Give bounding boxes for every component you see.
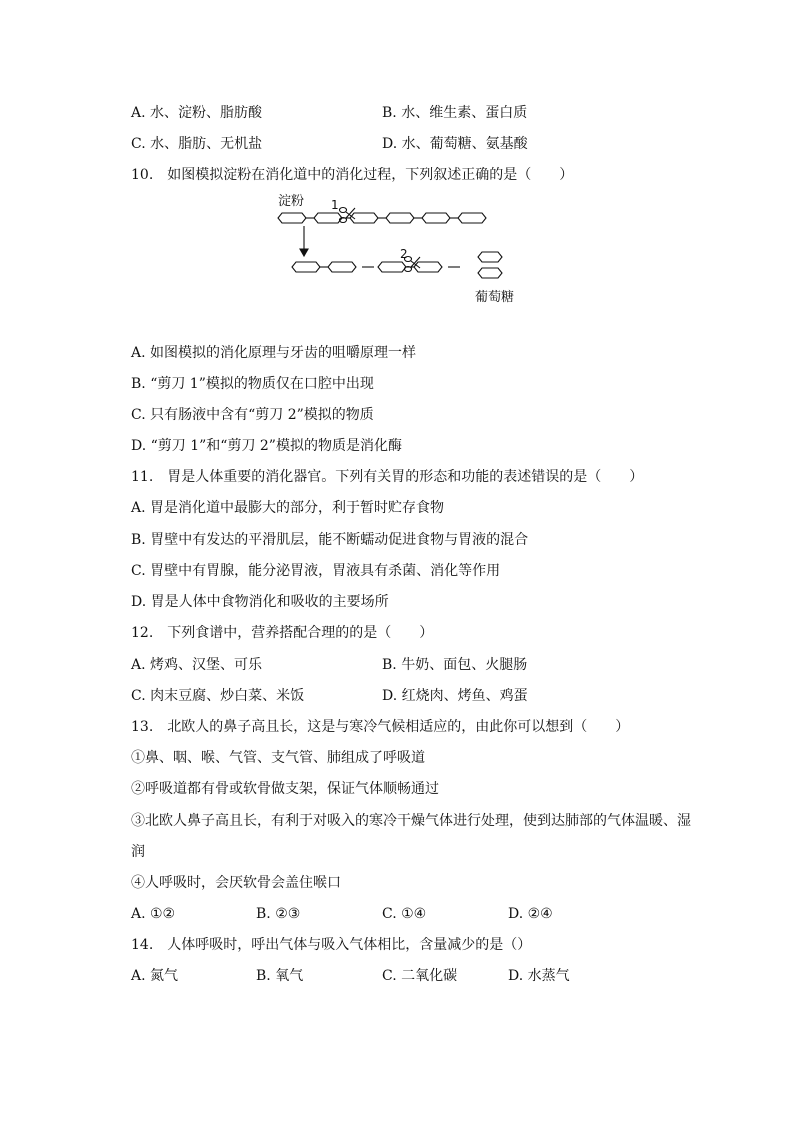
label-scissors-1: 1	[331, 198, 339, 212]
q14-stem: 14. 人体呼吸时，呼出气体与吸入气体相比，含量减少的是（）	[131, 937, 532, 953]
q11-option-b: B. 胃壁中有发达的平滑肌层，能不断蠕动促进食物与胃液的混合	[131, 532, 529, 548]
q11-option-d: D. 胃是人体中食物消化和吸收的主要场所	[131, 594, 389, 610]
q9-option-d: D. 水、葡萄糖、氨基酸	[382, 136, 528, 152]
q13-option-c: C. ①④	[382, 906, 427, 922]
q10-option-b: B. “剪刀 1”模拟的物质仅在口腔中出现	[131, 376, 374, 392]
q13-statement-1: ①鼻、咽、喉、气管、支气管、肺组成了呼吸道	[131, 750, 425, 766]
q14-option-b: B. 氧气	[256, 968, 304, 984]
q13-option-d: D. ②④	[508, 906, 553, 922]
q11-stem: 11. 胃是人体重要的消化器官。下列有关胃的形态和功能的表述错误的是（ ）	[131, 469, 644, 485]
q13-statement-3: ③北欧人鼻子高且长，有利于对吸入的寒冷干燥气体进行处理，使到达肺部的气体温暖、湿	[131, 813, 691, 829]
q11-option-a: A. 胃是消化道中最膨大的部分，利于暂时贮存食物	[131, 500, 445, 516]
q12-stem: 12. 下列食谱中，营养搭配合理的的是（ ）	[131, 625, 434, 641]
q13-statement-2: ②呼吸道都有骨或软骨做支架，保证气体顺畅通过	[131, 781, 439, 797]
starch-digestion-figure	[270, 190, 520, 308]
q13-statement-4: ④人呼吸时，会厌软骨会盖住喉口	[131, 875, 341, 891]
label-starch: 淀粉	[278, 194, 305, 209]
q12-option-d: D. 红烧肉、烤鱼、鸡蛋	[382, 688, 528, 704]
q13-stem: 13. 北欧人的鼻子高且长，这是与寒冷气候相适应的，由此你可以想到（ ）	[131, 719, 630, 735]
glucose-units	[478, 252, 502, 278]
q9-option-a: A. 水、淀粉、脂肪酸	[131, 105, 263, 121]
q9-option-b: B. 水、维生素、蛋白质	[382, 105, 528, 121]
q12-option-a: A. 烤鸡、汉堡、可乐	[131, 657, 263, 673]
q14-option-d: D. 水蒸气	[508, 968, 570, 984]
q10-option-c: C. 只有肠液中含有“剪刀 2”模拟的物质	[131, 407, 374, 423]
starch-chain	[278, 213, 486, 223]
q10-stem: 10. 如图模拟淀粉在消化道中的消化过程，下列叙述正确的是（ ）	[131, 167, 574, 183]
q10-option-a: A. 如图模拟的消化原理与牙齿的咀嚼原理一样	[131, 345, 417, 361]
maltose-chain	[292, 262, 356, 272]
q12-option-c: C. 肉末豆腐、炒白菜、米饭	[131, 688, 305, 704]
q13-option-a: A. ①②	[131, 906, 176, 922]
q9-option-c: C. 水、脂肪、无机盐	[131, 136, 263, 152]
label-glucose: 葡萄糖	[475, 290, 515, 305]
label-scissors-2: 2	[400, 247, 408, 261]
q14-option-a: A. 氮气	[131, 968, 179, 984]
q13-option-b: B. ②③	[256, 906, 301, 922]
q11-option-c: C. 胃壁中有胃腺，能分泌胃液，胃液具有杀菌、消化等作用	[131, 563, 501, 579]
q10-option-d: D. “剪刀 1”和“剪刀 2”模拟的物质是消化酶	[131, 438, 402, 454]
q12-option-b: B. 牛奶、面包、火腿肠	[382, 657, 528, 673]
q14-option-c: C. 二氧化碳	[382, 968, 458, 984]
q13-statement-3-cont: 润	[131, 844, 145, 860]
